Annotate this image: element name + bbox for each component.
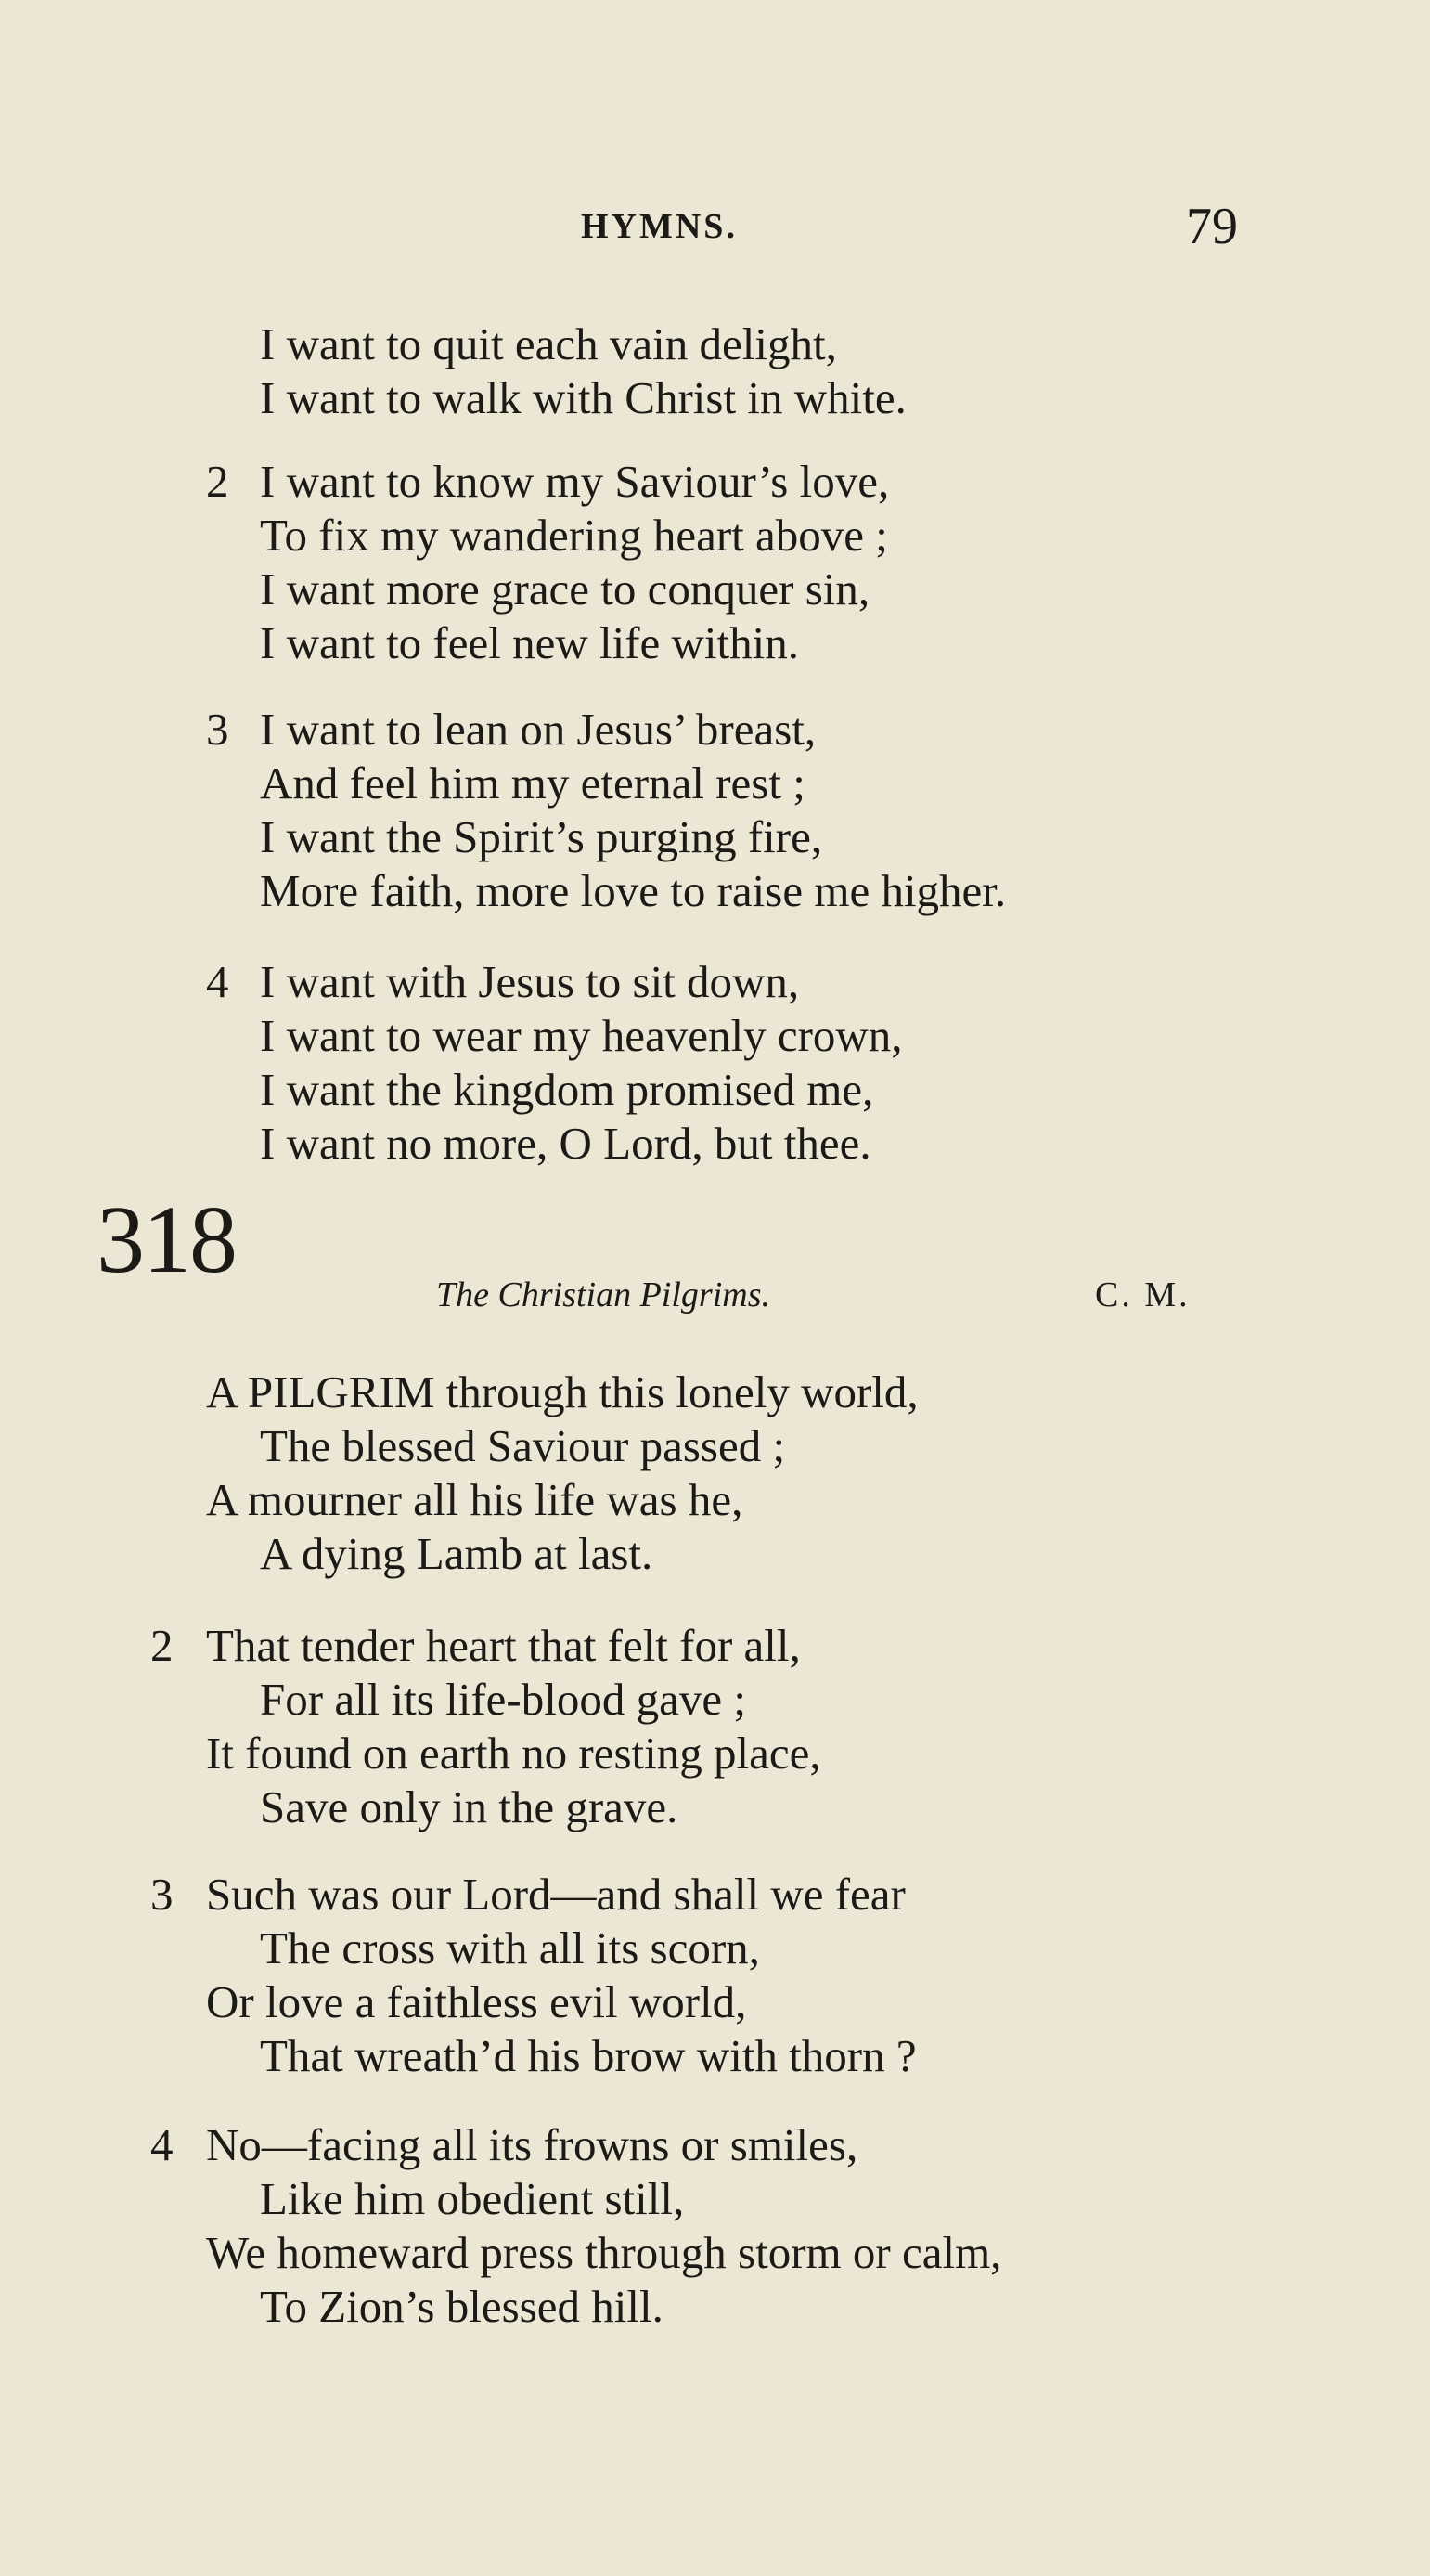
- verse-line: I want to wear my heavenly crown,: [260, 1010, 903, 1061]
- verse-line: 2 That tender heart that felt for all,: [150, 1620, 801, 1671]
- stanza-number: 4: [150, 2119, 174, 2170]
- verse-line: I want no more, O Lord, but thee.: [260, 1118, 871, 1169]
- verse-line: Like him obedient still,: [260, 2173, 685, 2224]
- verse-line: I want the Spirit’s purging fire,: [260, 811, 823, 862]
- verse-line: A mourner all his life was he,: [206, 1474, 743, 1525]
- stanza: [0, 2118, 1299, 2334]
- verse-line: 4 No—facing all its frowns or smiles,: [150, 2119, 858, 2170]
- verse-line: I want to quit each vain delight,: [260, 318, 837, 369]
- stanza: [0, 1868, 1299, 2083]
- verse-line: The cross with all its scorn,: [260, 1922, 760, 1974]
- verse-line: And feel him my eternal rest ;: [260, 757, 805, 809]
- verse-line: I want the kingdom promised me,: [260, 1064, 874, 1115]
- page-number: 79: [1186, 198, 1238, 255]
- stanza-number: 4: [206, 956, 229, 1007]
- hymn-number: 318: [97, 1186, 236, 1293]
- stanza: [0, 703, 1299, 918]
- running-head: HYMNS.: [581, 207, 738, 246]
- stanza-number: 3: [150, 1869, 174, 1920]
- stanza: [0, 455, 1299, 670]
- verse-line: For all its life-blood gave ;: [260, 1674, 746, 1725]
- stanza: [0, 1619, 1299, 1834]
- stanza-number: 3: [206, 704, 229, 755]
- verse-line: 3 Such was our Lord—and shall we fear: [150, 1869, 906, 1920]
- verse-line: The blessed Saviour passed ;: [260, 1420, 786, 1471]
- stanza: [0, 317, 1299, 425]
- verse-line: 3 I want to lean on Jesus’ breast,: [206, 704, 817, 755]
- verse-line: Or love a faithless evil world,: [206, 1976, 747, 2027]
- stanza-number: 2: [150, 1620, 174, 1671]
- stanza-number: 2: [206, 456, 229, 507]
- verse-line: I want to feel new life within.: [260, 617, 800, 668]
- verse-line: 2 I want to know my Saviour’s love,: [206, 456, 890, 507]
- verse-line: To fix my wandering heart above ;: [260, 510, 888, 561]
- hymn-meter: C. M.: [1095, 1275, 1191, 1314]
- stanza: [0, 955, 1299, 1171]
- verse-line: We homeward press through storm or calm,: [206, 2227, 1002, 2278]
- stanza: [0, 1366, 1299, 1581]
- verse-line: 4 I want with Jesus to sit down,: [206, 956, 800, 1007]
- verse-line: It found on earth no resting place,: [206, 1728, 821, 1779]
- hymn-title: The Christian Pilgrims.: [436, 1275, 770, 1314]
- verse-line: A PILGRIM through this lonely world,: [206, 1366, 919, 1417]
- verse-line: Save only in the grave.: [260, 1781, 678, 1832]
- verse-line: A dying Lamb at last.: [260, 1528, 653, 1579]
- verse-line: More faith, more love to raise me higher.: [260, 865, 1007, 916]
- verse-line: I want more grace to conquer sin,: [260, 563, 870, 615]
- verse-line: That wreath’d his brow with thorn ?: [260, 2030, 917, 2081]
- verse-line: I want to walk with Christ in white.: [260, 372, 907, 423]
- verse-line: To Zion’s blessed hill.: [260, 2281, 663, 2332]
